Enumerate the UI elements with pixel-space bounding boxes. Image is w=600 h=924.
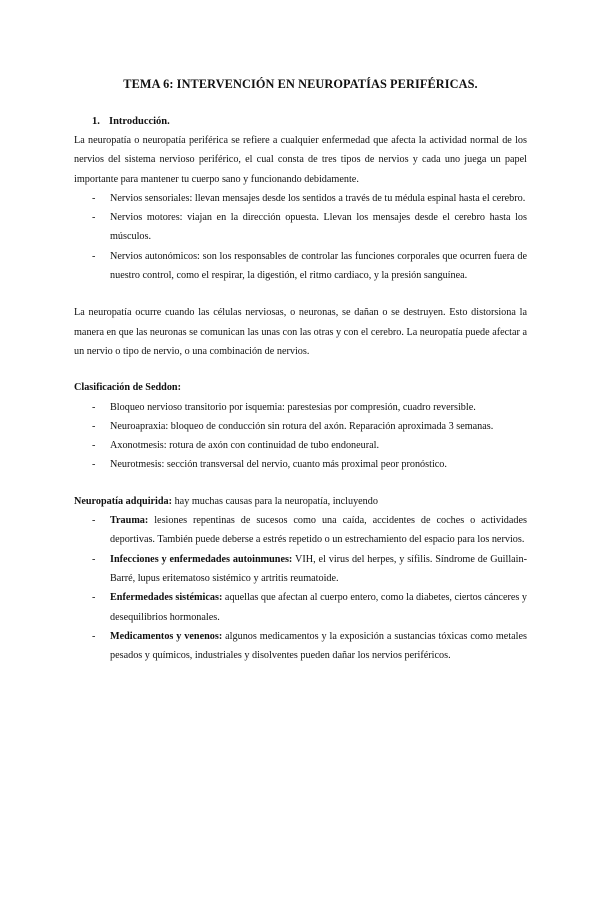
cause-text: VIH, el virus del herpes, y sífilis. Síndrome de Guillain-Barré, lupus eritematoso sistémico y artritis reumatoide. bbox=[110, 553, 527, 584]
spacer bbox=[74, 285, 527, 303]
cause-label: Enfermedades sistémicas: bbox=[110, 592, 223, 604]
list-item-text: Nervios motores: viajan en la dirección opuesta. Llevan los mensajes desde el cerebro hasta los músculos. bbox=[110, 212, 527, 243]
list-item-text: Neuroapraxia: bloqueo de conducción sin rotura del axón. Reparación aproximada 3 semanas. bbox=[110, 420, 494, 432]
dash-bullet: - bbox=[92, 420, 96, 432]
dash-bullet: - bbox=[92, 553, 96, 565]
section-number: 1. bbox=[92, 116, 100, 127]
acquired-heading: Neuropatía adquirida: bbox=[74, 495, 173, 507]
list-item-text: Nervios sensoriales: llevan mensajes desde los sentidos a través de tu médula espinal hasta el cerebro. bbox=[110, 192, 526, 204]
dash-bullet: - bbox=[92, 192, 96, 204]
list-item bbox=[74, 550, 527, 589]
list-item bbox=[74, 189, 527, 208]
spacer bbox=[74, 475, 527, 492]
seddon-heading: Clasificación de Seddon: bbox=[74, 382, 181, 394]
dash-bullet: - bbox=[92, 212, 96, 224]
list-item bbox=[74, 436, 527, 455]
list-item bbox=[74, 398, 527, 417]
list-item bbox=[74, 247, 527, 286]
list-item bbox=[74, 417, 527, 436]
nerve-types-list bbox=[74, 189, 527, 285]
dash-bullet: - bbox=[92, 440, 96, 452]
list-item-text: Neurotmesis: sección transversal del nervio, cuanto más proximal peor pronóstico. bbox=[110, 459, 447, 471]
acquired-intro-text: hay muchas causas para la neuropatía, incluyendo bbox=[172, 495, 378, 507]
intro-paragraph: La neuropatía o neuropatía periférica se refiere a cualquier enfermedad que afecta la actividad normal de los nervios del sistema nervioso periférico, el cual consta de tres tipos de nervios y cada uno juega un papel importante para mantener tu cuerpo sano y funcionando debidamente. bbox=[74, 135, 527, 185]
dash-bullet: - bbox=[92, 250, 96, 262]
dash-bullet: - bbox=[92, 515, 96, 527]
dash-bullet: - bbox=[92, 401, 96, 413]
document-page bbox=[0, 76, 600, 924]
list-item bbox=[74, 455, 527, 474]
list-item-text: Nervios autonómicos: son los responsables de controlar las funciones corporales que ocurren fuera de nuestro control, como el respirar, la digestión, el ritmo cardiaco, y la presión sanguínea. bbox=[110, 250, 527, 282]
cause-label: Trauma: bbox=[110, 515, 149, 527]
section-heading-introduction bbox=[92, 115, 527, 129]
list-item bbox=[74, 511, 527, 550]
acquired-causes-list bbox=[74, 511, 527, 665]
cause-label: Infecciones y enfermedades autoinmunes: bbox=[110, 553, 293, 565]
acquired-intro-line bbox=[74, 492, 527, 511]
list-item bbox=[74, 627, 527, 666]
list-item-text: Axonotmesis: rotura de axón con continuidad de tubo endoneural. bbox=[110, 440, 380, 452]
neuropathy-paragraph: La neuropatía ocurre cuando las células nerviosas, o neuronas, se dañan o se destruyen. Esto distorsiona la manera en que las neuronas se comunican las unas con las otras y con el cerebro. La neuropatía puede afectar a un nervio o tipo de nervio, o una combinación de nervios. bbox=[74, 307, 527, 357]
cause-text: aquellas que afectan al cuerpo entero, como la diabetes, ciertos cánceres y desequilibrios hormonales. bbox=[110, 592, 528, 623]
cause-label: Medicamentos y venenos: bbox=[110, 630, 223, 642]
dash-bullet: - bbox=[92, 630, 96, 642]
list-item bbox=[74, 208, 527, 247]
list-item bbox=[74, 588, 527, 627]
cause-text: algunos medicamentos y la exposición a sustancias tóxicas como metales pesados y químicos, industriales y disolventes pueden dañar los nervios periféricos. bbox=[110, 630, 527, 662]
list-item-text: Bloqueo nervioso transitorio por isquemia: parestesias por compresión, cuadro reversible. bbox=[110, 401, 476, 413]
seddon-list bbox=[74, 398, 527, 475]
dash-bullet: - bbox=[92, 459, 96, 471]
document-title: TEMA 6: INTERVENCIÓN EN NEUROPATÍAS PERIFÉRICAS. bbox=[123, 77, 478, 91]
spacer bbox=[74, 361, 527, 378]
section-title: Introducción. bbox=[109, 116, 170, 127]
cause-text: lesiones repentinas de sucesos como una caída, accidentes de coches o actividades deportivas. También puede deberse a estrés repetido o un estrechamiento del espacio para los nervios. bbox=[110, 515, 527, 546]
dash-bullet: - bbox=[92, 592, 96, 604]
